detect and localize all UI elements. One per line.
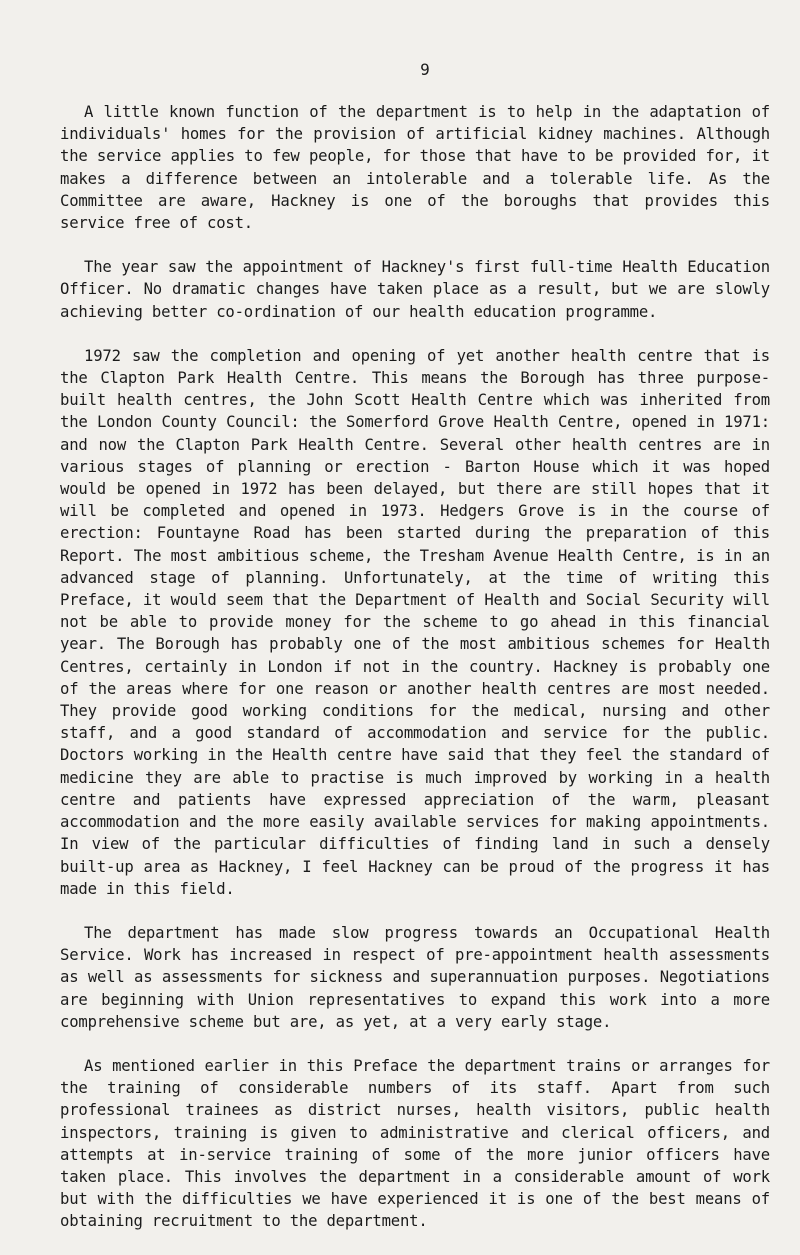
paragraph-health-education-officer: The year saw the appointment of Hackney's first full-time Health Education Officer. No dramatic changes have taken place as a result, but we are slowly achieving better co-ordination of our health education programme.: [60, 258, 770, 321]
paragraph-occupational-health: The department has made slow progress towards an Occupational Health Service. Work has increased in respect of pre-appointment health assessments as well as assessments for sickness and superannuation purposes. Negotiations are beginning with Union representatives to expand this work into a more comprehensive scheme but are, as yet, at a very early stage.: [60, 923, 770, 1031]
document-page: [60, 60, 770, 1255]
page-number: 9: [420, 60, 430, 79]
paragraph-health-centres: 1972 saw the completion and opening of yet another health centre that is the Clapton Park Health Centre. This means the Borough has three purpose-built health centres, the John Scott Health Centre which was inherited from the London County Council: the Somerford Grove Health Centre, opened in 1971: and now the Clapton Park Health Centre. Several other health centres are in various stages of planning or erection - Barton House which it was hoped would be opened in 1972 has been delayed, but there are still hopes that it will be completed and opened in 1973. Hedgers Grove is in the course of erection: Fountayne Road has been started during the preparation of this Report. The most ambitious scheme, the Tresham Avenue Health Centre, is in an advanced stage of planning. Unfortunately, at the time of writing this Preface, it would seem that the Department of Health and Social Security will not be able to provide money for the scheme to go ahead in this financial year. The Borough has probably one of the most ambitious schemes for Health Centres, certainly in London if not in the country. Hackney is probably one of the areas where for one reason or another health centres are most needed. They provide good working conditions for the medical, nursing and other staff, and a good standard of accommodation and service for the public. Doctors working in the Health centre have said that they feel the standard of medicine they are able to practise is much improved by working in a health centre and patients have expressed appreciation of the warm, pleasant accommodation and the more easily available services for making appointments. In view of the particular difficulties of finding land in such a densely built-up area as Hackney, I feel Hackney can be proud of the progress it has made in this field.: [60, 346, 770, 898]
paragraph-artificial-kidney: A little known function of the department is to help in the adaptation of individuals' homes for the provision of artificial kidney machines. Although the service applies to few people, for those that have to be provided for, it makes a difference between an intolerable and a tolerable life. As the Committee are aware, Hackney is one of the boroughs that provides this service free of cost.: [60, 103, 770, 233]
paragraph-training: As mentioned earlier in this Preface the department trains or arranges for the training of considerable numbers of its staff. Apart from such professional trainees as district nurses, health visitors, public health inspectors, training is given to administrative and clerical officers, and attempts at in-service training of some of the more junior officers have taken place. This involves the department in a considerable amount of work but with the difficulties we have experienced it is one of the best means of obtaining recruitment to the department.: [60, 1056, 770, 1231]
